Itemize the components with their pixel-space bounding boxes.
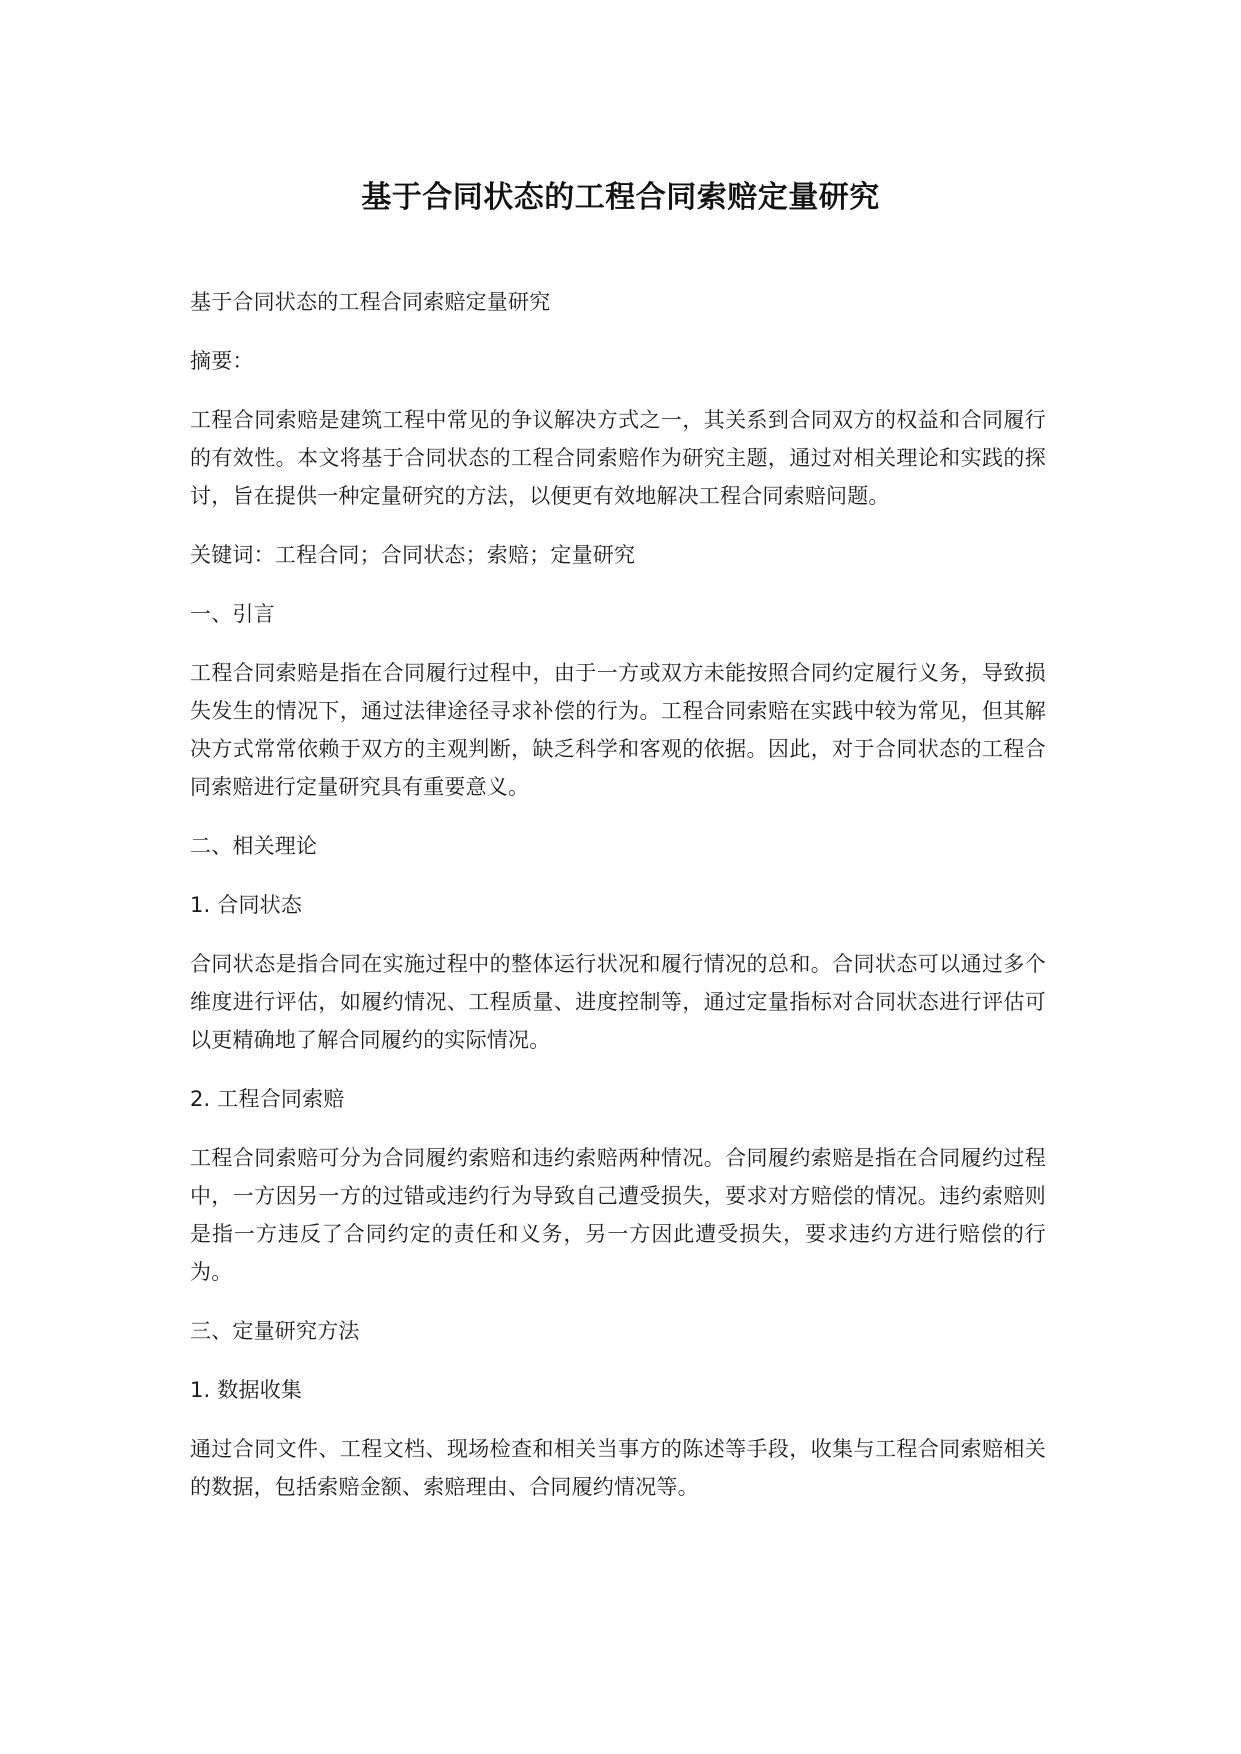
document-title: 基于合同状态的工程合同索赔定量研究 [361, 180, 880, 215]
section-heading-methods: 三、定量研究方法 [190, 1319, 360, 1343]
section-heading-introduction: 一、引言 [190, 602, 275, 626]
subsection-heading-claims: 2. 工程合同索赔 [190, 1087, 345, 1111]
subsection-heading-data-collection: 1. 数据收集 [190, 1378, 303, 1402]
section-heading-theory: 二、相关理论 [190, 834, 318, 858]
subsection-heading-contract-state: 1. 合同状态 [190, 893, 303, 917]
document-body [190, 283, 1070, 1527]
abstract-paragraph: 工程合同索赔是建筑工程中常见的争议解决方式之一，其关系到合同双方的权益和合同履行的有效性。本文将基于合同状态的工程合同索赔作为研究主题，通过对相关理论和实践的探讨，旨在提供一种定量研究的方法，以便更有效地解决工程合同索赔问题。 [190, 408, 1046, 508]
claims-paragraph: 工程合同索赔可分为合同履约索赔和违约索赔两种情况。合同履约索赔是指在合同履约过程中，一方因另一方的过错或违约行为导致自己遭受损失，要求对方赔偿的情况。违约索赔则是指一方违反了合同约定的责任和义务，另一方因此遭受损失，要求违约方进行赔偿的行为。 [190, 1146, 1046, 1284]
subtitle: 基于合同状态的工程合同索赔定量研究 [190, 290, 551, 314]
introduction-paragraph: 工程合同索赔是指在合同履行过程中，由于一方或双方未能按照合同约定履行义务，导致损失发生的情况下，通过法律途径寻求补偿的行为。工程合同索赔在实践中较为常见，但其解决方式常常依赖于双方的主观判断，缺乏科学和客观的依据。因此，对于合同状态的工程合同索赔进行定量研究具有重要意义。 [190, 661, 1046, 799]
data-collection-paragraph: 通过合同文件、工程文档、现场检查和相关当事方的陈述等手段，收集与工程合同索赔相关的数据，包括索赔金额、索赔理由、合同履约情况等。 [190, 1437, 1046, 1499]
keywords-line: 关键词：工程合同；合同状态；索赔；定量研究 [190, 543, 636, 567]
abstract-label: 摘要： [190, 349, 254, 373]
contract-state-paragraph: 合同状态是指合同在实施过程中的整体运行状况和履行情况的总和。合同状态可以通过多个维度进行评估，如履约情况、工程质量、进度控制等，通过定量指标对合同状态进行评估可以更精确地了解合同履约的实际情况。 [190, 952, 1046, 1052]
